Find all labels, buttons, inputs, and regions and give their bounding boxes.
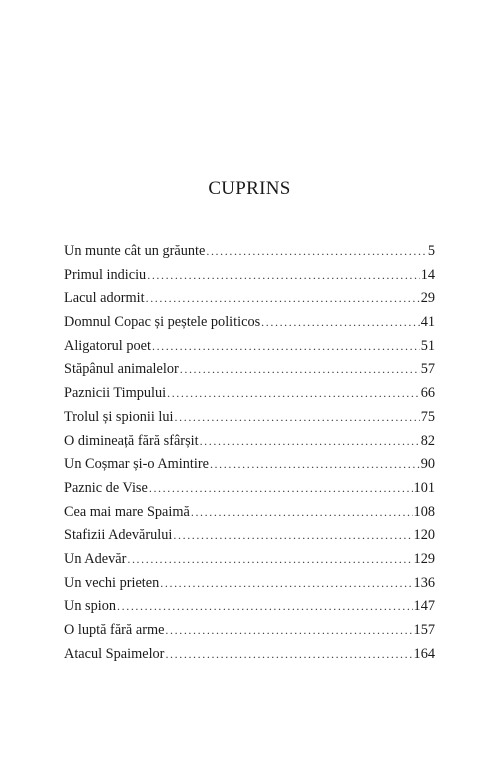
dot-leader: [167, 385, 420, 402]
toc-entry: [64, 646, 435, 670]
toc-entry: [64, 267, 435, 291]
toc-entry: [64, 575, 435, 599]
toc-entry: [64, 409, 435, 433]
toc-entry-title: Un vechi prieten: [64, 574, 160, 591]
toc-entry-title: Stafizii Adevărului: [64, 527, 173, 544]
dot-leader: [206, 243, 427, 260]
toc-entry-title: O luptă fără arme: [64, 622, 165, 638]
dot-leader: [200, 433, 420, 450]
toc-entry-page: 120: [413, 527, 435, 544]
toc-entry-page: 14: [420, 266, 435, 283]
table-of-contents: [64, 243, 435, 669]
toc-entry-title: Primul indiciu: [64, 266, 147, 283]
toc-entry: [64, 598, 435, 622]
toc-entry-page: 57: [420, 361, 435, 378]
dot-leader: [175, 409, 420, 426]
toc-entry: [64, 338, 435, 362]
toc-entry-page: 82: [420, 432, 435, 449]
toc-entry-page: 29: [420, 290, 435, 307]
toc-entry: [64, 480, 435, 504]
toc-entry: [64, 314, 435, 338]
toc-entry-page: 129: [413, 550, 435, 567]
toc-entry-page: 164: [413, 645, 435, 662]
toc-entry-title: Paznicii Timpului: [64, 385, 167, 402]
dot-leader: [117, 598, 413, 615]
toc-entry: [64, 361, 435, 385]
toc-entry-page: 108: [413, 503, 435, 520]
toc-entry-page: 5: [427, 243, 435, 259]
dot-leader: [149, 480, 413, 497]
dot-leader: [191, 504, 413, 521]
dot-leader: [152, 338, 420, 355]
toc-entry-title: Cea mai mare Spaimă: [64, 503, 190, 520]
toc-entry: [64, 456, 435, 480]
toc-entry-page: 66: [420, 385, 435, 402]
toc-entry-title: Stăpânul animalelor: [64, 361, 179, 378]
toc-entry-title: Un spion: [64, 598, 117, 615]
toc-entry-title: Un Adevăr: [64, 550, 127, 567]
toc-entry-title: Lacul adormit: [64, 290, 145, 307]
dot-leader: [147, 267, 419, 284]
toc-entry: [64, 243, 435, 267]
dot-leader: [261, 314, 420, 331]
dot-leader: [173, 527, 412, 544]
toc-entry-page: 157: [413, 622, 435, 638]
toc-entry-page: 136: [413, 574, 435, 591]
dot-leader: [180, 361, 420, 378]
toc-entry-page: 75: [420, 408, 435, 425]
toc-entry: [64, 385, 435, 409]
dot-leader: [160, 575, 412, 592]
dot-leader: [146, 290, 420, 307]
toc-entry-title: Un munte cât un grăunte: [64, 243, 206, 259]
toc-entry-title: Aligatorul poet: [64, 337, 151, 354]
toc-entry-title: Atacul Spaimelor: [64, 645, 165, 662]
toc-entry-title: Paznic de Vise: [64, 479, 148, 496]
toc-entry-page: 147: [413, 598, 435, 615]
toc-entry-page: 51: [420, 337, 435, 354]
toc-entry-page: 101: [413, 479, 435, 496]
toc-entry: [64, 551, 435, 575]
dot-leader: [165, 622, 412, 639]
toc-entry: [64, 622, 435, 646]
toc-entry-title: O dimineață fără sfârșit: [64, 432, 199, 449]
toc-entry-title: Trolul și spionii lui: [64, 408, 174, 425]
dot-leader: [127, 551, 412, 568]
toc-entry: [64, 504, 435, 528]
toc-entry-page: 90: [420, 456, 435, 473]
toc-entry: [64, 290, 435, 314]
toc-entry-title: Domnul Copac și peștele politicos: [64, 314, 261, 331]
toc-entry-page: 41: [420, 314, 435, 331]
dot-leader: [165, 646, 412, 663]
dot-leader: [210, 456, 420, 473]
toc-entry: [64, 433, 435, 457]
page-title: CUPRINS: [208, 178, 291, 199]
toc-entry-title: Un Coșmar și-o Amintire: [64, 456, 209, 473]
toc-entry: [64, 527, 435, 551]
